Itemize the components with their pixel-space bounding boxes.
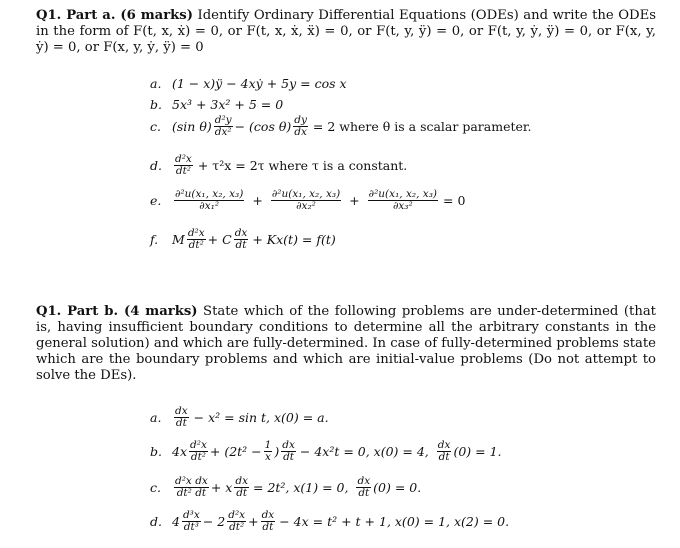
equation: (1 − x)ÿ − 4xẏ + 5y = cos x (172, 76, 347, 91)
fraction: $\frac{\text{∂²u(x₁, x₂, x₃)}}{\text{∂x₂²}}$ (271, 188, 341, 212)
fraction: $\frac{dx}{dt}$ (175, 405, 188, 429)
part-a-item-d (150, 154, 407, 177)
item-label: c. (150, 119, 161, 134)
fraction: $\frac{\text{d²x}}{\text{dt²}}$ (187, 227, 205, 251)
item-label: a. (150, 76, 162, 91)
part-a-item-a (150, 76, 347, 91)
part-a-item-f (150, 228, 336, 251)
part-b-item-c (150, 476, 421, 499)
item-label: f. (150, 232, 159, 247)
equation-tail: − x² = sin t, x(0) = a. (193, 410, 329, 425)
equation-mid: + C (207, 232, 232, 247)
item-label: b. (150, 444, 162, 459)
equation-tail: − 4x = t² + t + 1, x(0) = 1, x(2) = 0. (279, 514, 510, 529)
part-a-paragraph (36, 8, 656, 56)
equation-tail: = 2 where θ is a scalar parameter. (312, 119, 532, 134)
equation-lead: M (172, 232, 185, 247)
fraction: $\frac{\text{d²x}}{\text{dt²}}$ (228, 509, 246, 533)
item-label: d. (150, 514, 162, 529)
item-label: c. (150, 480, 161, 495)
equation-tail: (0) = 0. (373, 480, 422, 495)
part-b-item-d (150, 510, 509, 533)
equation-lead: 4 (172, 514, 180, 529)
fraction: $\frac{dx}{dt}$ (282, 439, 295, 463)
item-label: e. (150, 193, 162, 208)
fraction: $\frac{\text{∂²u(x₁, x₂, x₃)}}{\text{∂x₁²}}$ (175, 188, 244, 212)
fraction: $\frac{\text{d²x}}{\text{dt²}}$ (190, 439, 207, 463)
equation-mid: ) (274, 444, 280, 459)
fraction: $\frac{1}{x}$ (264, 439, 272, 463)
fraction: $\frac{\text{d²x}}{\text{dt²}}$ (175, 153, 192, 177)
equation-lead: 4x (172, 444, 188, 459)
fraction: $\frac{\text{d²x dx}}{\text{dt² dt}}$ (175, 475, 208, 499)
item-label: d. (150, 158, 162, 173)
equation-tail: (0) = 1. (453, 444, 502, 459)
equation-lead: (sin θ) (172, 119, 212, 134)
part-a-text: Identify Ordinary Differential Equations (ODEs) and write the ODEs in the form of F(t, x, ẋ) = 0, or F(t, x, ẋ, ẍ) = 0, or F(t, y, ÿ) = 0, or F(t, y, ẏ, ÿ) = 0, or F(x, y, ẏ) = 0, or F(x, y, ẏ, ÿ) = 0 (36, 8, 656, 55)
plus-sign: + (252, 193, 263, 208)
fraction: $\frac{\text{d³x}}{\text{dt³}}$ (182, 509, 200, 533)
equation-tail: + Kx(t) = f(t) (252, 232, 336, 247)
part-a-heading: Q1. Part a. (6 marks) (36, 8, 193, 23)
fraction: $\frac{dx}{dt}$ (261, 509, 275, 533)
fraction: $\frac{dx}{dt}$ (234, 227, 248, 251)
equation-tail: + τ²x = 2τ where τ is a constant. (197, 158, 408, 173)
item-label: b. (150, 97, 162, 112)
part-a-item-c (150, 115, 531, 138)
equation-tail: − 4x²t = 0, x(0) = 4, (299, 444, 429, 459)
fraction: $\frac{dx}{dt}$ (437, 439, 451, 463)
equation: 5x³ + 3x² + 5 = 0 (172, 97, 284, 112)
equation-mid: + x (210, 480, 233, 495)
equation-mid: + (248, 514, 259, 529)
part-b-item-b (150, 440, 502, 463)
part-b-text: State which of the following problems are under-determined (that is, having insufficient boundary conditions to determine all the arbitrary constants in the general solution) and which are fully-determined. In case of fully-determined problems state which are the boundary problems and which are initial-value problems (Do not attempt to solve the DEs). (36, 304, 656, 383)
part-b-item-a (150, 406, 329, 429)
item-label: a. (150, 410, 162, 425)
fraction: $\frac{dy}{dx}$ (294, 114, 307, 138)
equation-tail: = 0 (443, 193, 466, 208)
equation-tail: = 2t², x(1) = 0, (253, 480, 349, 495)
fraction: $\frac{dx}{dt}$ (235, 475, 248, 499)
fraction: $\frac{dx}{dt}$ (357, 475, 371, 499)
part-a-item-b (150, 97, 283, 112)
fraction: $\frac{\text{∂²u(x₁, x₂, x₃)}}{\text{∂x₃²}}$ (368, 188, 437, 212)
part-a-item-e (150, 189, 465, 212)
equation-mid: + (2t² − (209, 444, 262, 459)
equation-mid: − (cos θ) (234, 119, 292, 134)
fraction: $\frac{\text{d²y}}{\text{dx²}}$ (214, 114, 232, 138)
part-b-heading: Q1. Part b. (4 marks) (36, 304, 198, 319)
equation-mid: − 2 (202, 514, 226, 529)
plus-sign: + (349, 193, 360, 208)
part-b-paragraph (36, 304, 656, 384)
